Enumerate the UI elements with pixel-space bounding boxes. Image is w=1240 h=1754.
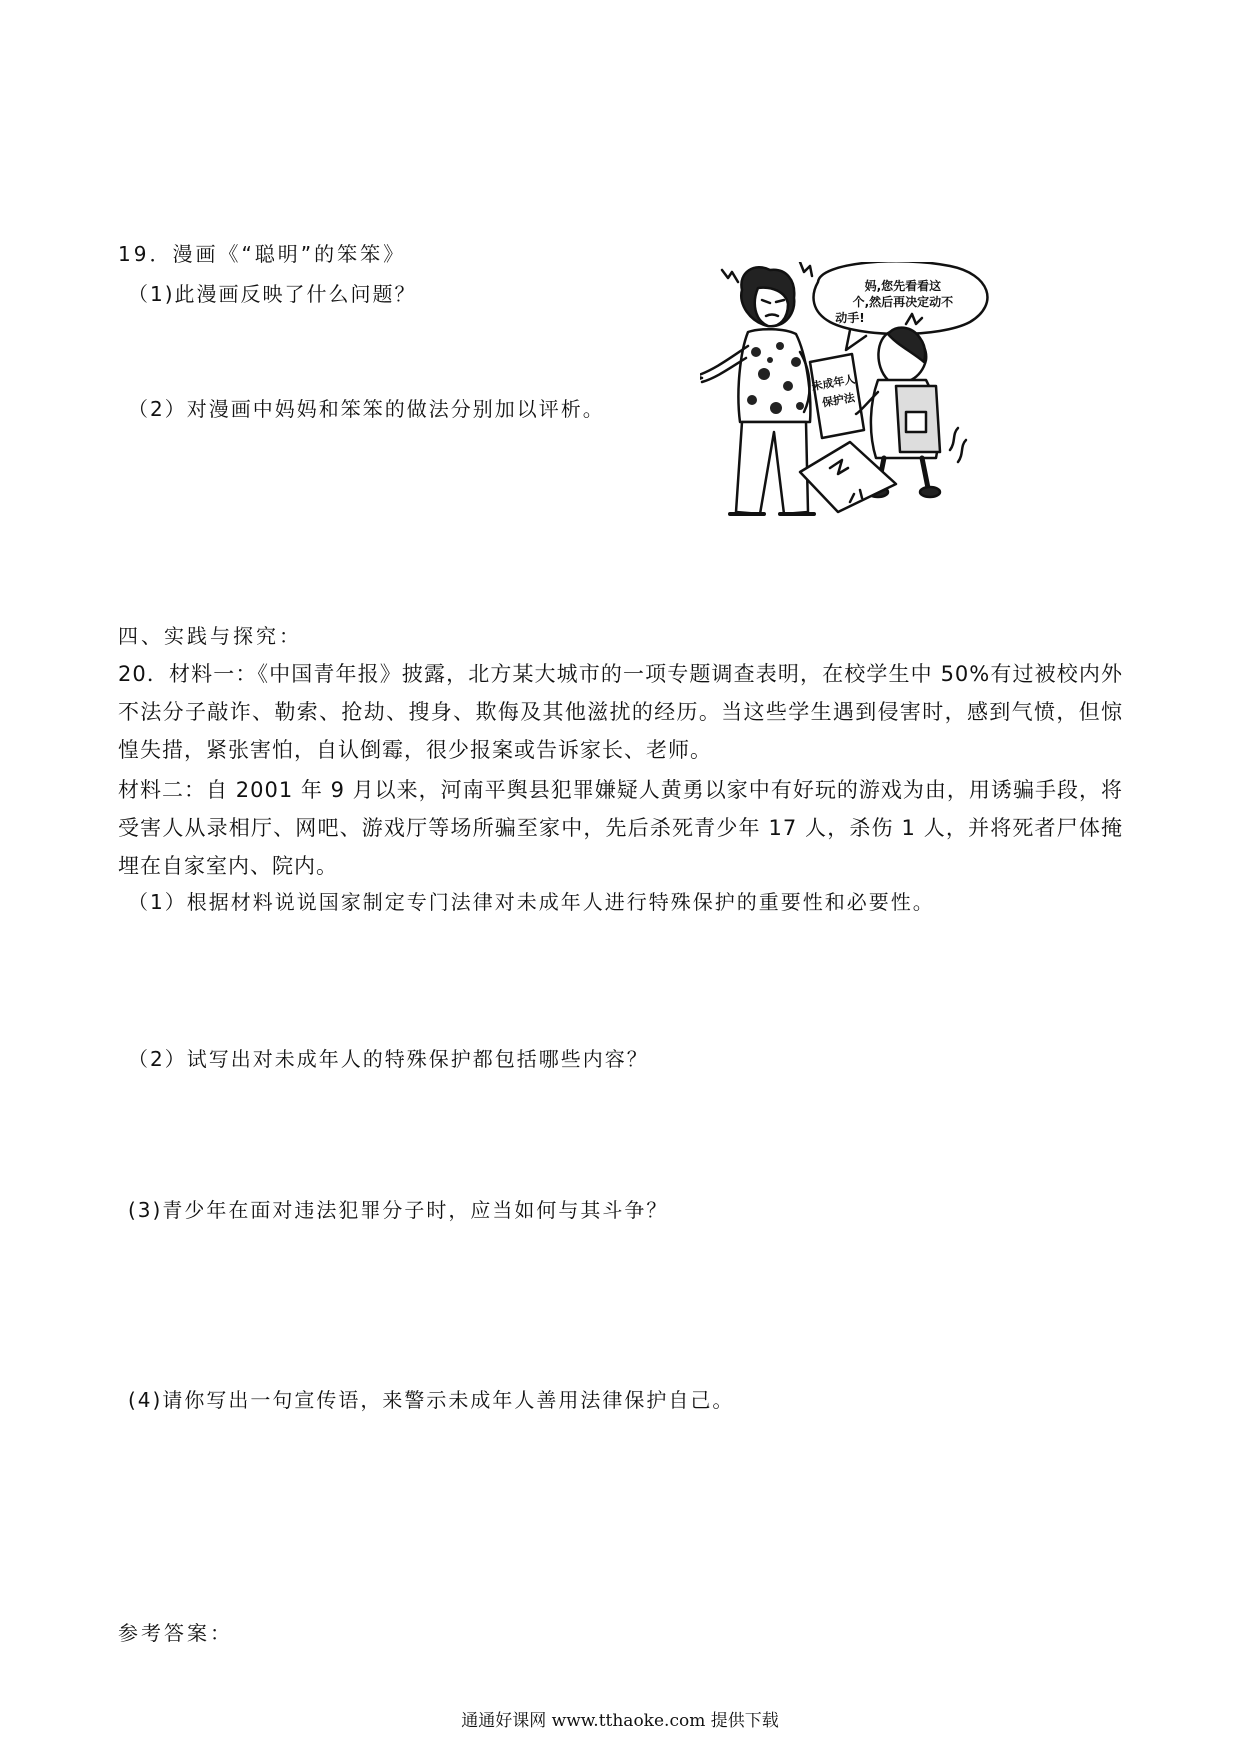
answers-heading: 参考答案： bbox=[118, 1621, 233, 1645]
page-footer: 通通好课网 www.tthaoke.com 提供下载 bbox=[461, 1711, 779, 1731]
question-20-part-4: (4)请你写出一句宣传语，来警示未成年人善用法律保护自己。 bbox=[128, 1388, 735, 1412]
law-book-sign-text: 未成年人 保护法 bbox=[810, 372, 857, 410]
section-4-heading: 四、实践与探究： bbox=[118, 624, 302, 648]
question-19-title: 19．漫画《“聪明”的笨笨》 bbox=[118, 242, 407, 266]
material-1-paragraph: 20．材料一：《中国青年报》披露，北方某大城市的一项专题调查表明，在校学生中 50%有过被校内外不法分子敲诈、勒索、抢劫、搜身、欺侮及其他滋扰的经历。当这些学生遇到侵害时，感到气愤，但惊惶失措，紧张害怕，自认倒霉，很少报案或告诉家长、老师。 bbox=[118, 662, 1123, 762]
question-19-part-2: （2）对漫画中妈妈和笨笨的做法分别加以评析。 bbox=[128, 397, 605, 421]
question-20-part-2: （2）试写出对未成年人的特殊保护都包括哪些内容？ bbox=[128, 1047, 649, 1071]
material-2-paragraph: 材料二：自 2001 年 9 月以来，河南平舆县犯罪嫌疑人黄勇以家中有好玩的游戏为由，用诱骗手段，将受害人从录相厅、网吧、游戏厅等场所骗至家中，先后杀死青少年 17 人，杀伤 1 人，并将死者尸体掩埋在自家室内、院内。 bbox=[118, 778, 1123, 878]
question-19-part-1: （1)此漫画反映了什么问题？ bbox=[128, 282, 417, 306]
question-20-part-3: (3)青少年在面对违法犯罪分子时，应当如何与其斗争？ bbox=[128, 1198, 669, 1222]
speech-bubble-text: 妈,您先看看这 个,然后再决定动不 动手! bbox=[835, 279, 954, 325]
cartoon-illustration bbox=[700, 262, 1100, 562]
question-20-part-1: （1）根据材料说说国家制定专门法律对未成年人进行特殊保护的重要性和必要性。 bbox=[128, 890, 935, 914]
